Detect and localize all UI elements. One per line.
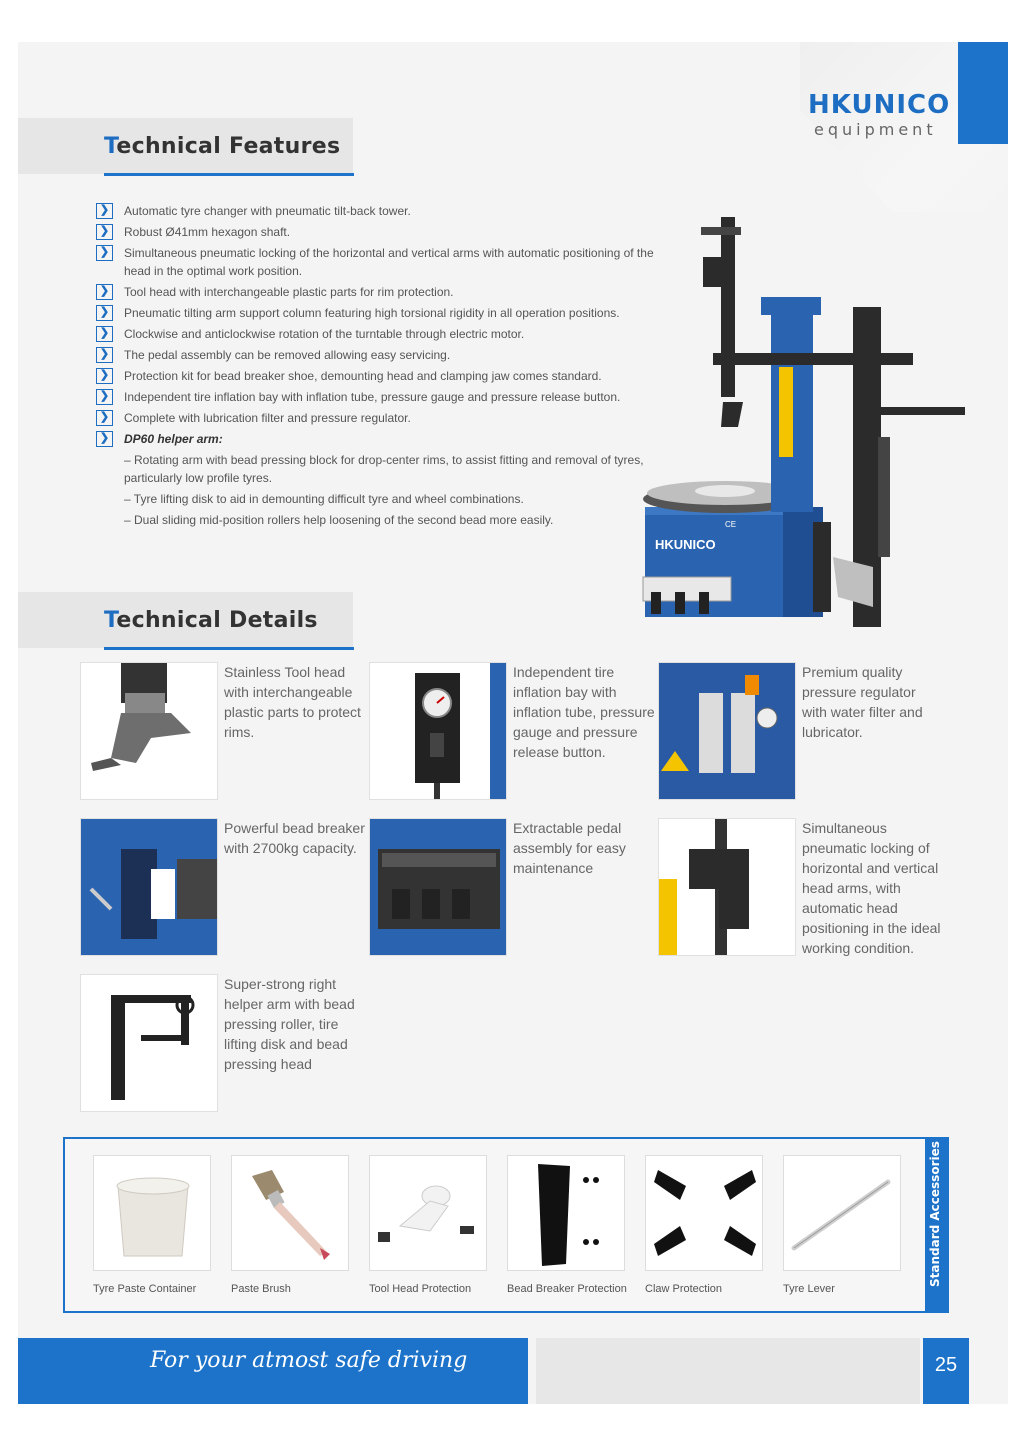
accessory-tyre-lever (783, 1155, 905, 1295)
accessory-label: Tyre Lever (783, 1283, 835, 1295)
accessory-label: Tyre Paste Container (93, 1283, 197, 1295)
feature-item: ❯ Simultaneous pneumatic locking of the horizontal and vertical arms with automatic positioning of the head in the optimal work position. (96, 244, 656, 280)
accessory-paste-brush (231, 1155, 353, 1295)
tool-head-protection-icon (369, 1155, 487, 1271)
accessory-paste-container (93, 1155, 215, 1295)
paste-brush-icon (231, 1155, 349, 1271)
detail-image (658, 662, 796, 800)
detail-card-pedals (369, 818, 659, 958)
ce-mark: CE (725, 520, 737, 529)
features-list (96, 202, 656, 532)
detail-card-locking (658, 818, 948, 958)
accessory-bead-breaker-protection (507, 1155, 629, 1295)
detail-card-bead-breaker (80, 818, 370, 958)
check-box-icon: ❯ (96, 431, 113, 447)
detail-text: Super-strong right helper arm with bead pressing roller, tire lifting disk and bead pressing head (224, 976, 355, 1072)
detail-text: Independent tire inflation bay with inflation tube, pressure gauge and pressure release button. (513, 664, 655, 760)
accessories-tab: Standard Accessories (925, 1137, 949, 1313)
detail-card-helper-arm (80, 974, 370, 1114)
accessory-label: Paste Brush (231, 1283, 291, 1295)
feature-item: ❯ The pedal assembly can be removed allowing easy servicing. (96, 346, 656, 364)
detail-image (80, 662, 218, 800)
check-box-icon: ❯ (96, 410, 113, 426)
tyre-changer-machine-image (633, 177, 973, 637)
accessory-label: Tool Head Protection (369, 1283, 472, 1295)
detail-image (80, 818, 218, 956)
feature-item: ❯ Clockwise and anticlockwise rotation of the turntable through electric motor. (96, 325, 656, 343)
feature-item: ❯ Protection kit for bead breaker shoe, demounting head and clamping jaw comes standard. (96, 367, 656, 385)
machine-brand-label: HKUNICO (655, 537, 716, 552)
detail-text: Extractable pedal assembly for easy maintenance (513, 820, 626, 876)
detail-card-tool-head (80, 662, 370, 802)
feature-item: ❯ Automatic tyre changer with pneumatic tilt-back tower. (96, 202, 656, 220)
check-box-icon: ❯ (96, 224, 113, 240)
standard-accessories-box (63, 1137, 949, 1313)
helper-arm-item: – Dual sliding mid-position rollers help loosening of the second bead more easily. (124, 513, 554, 527)
footer-grey-band (536, 1338, 920, 1404)
accessory-label: Bead Breaker Protection (507, 1283, 627, 1295)
features-underline (104, 173, 354, 176)
details-underline (104, 647, 354, 650)
feature-item: ❯ Complete with lubrication filter and pressure regulator. (96, 409, 656, 427)
tyre-lever-icon (783, 1155, 901, 1271)
accessory-claw-protection (645, 1155, 767, 1295)
feature-item: ❯ Tool head with interchangeable plastic parts for rim protection. (96, 283, 656, 301)
detail-text: Simultaneous pneumatic locking of horizontal and vertical head arms, with automatic head positioning in the ideal working condition. (802, 820, 941, 956)
detail-text: Premium quality pressure regulator with water filter and lubricator. (802, 664, 923, 740)
brand-logo: HKUNICO (808, 90, 951, 120)
detail-image (369, 818, 507, 956)
bead-breaker-protection-icon (507, 1155, 625, 1271)
features-title: Technical Features (104, 134, 341, 159)
detail-text: Powerful bead breaker with 2700kg capacity. (224, 820, 365, 856)
check-box-icon: ❯ (96, 245, 113, 261)
page-number: 25 (934, 1354, 958, 1376)
feature-item: ❯ Independent tire inflation bay with inflation tube, pressure gauge and pressure release button. (96, 388, 656, 406)
detail-card-inflation (369, 662, 659, 802)
feature-item: ❯ Robust Ø41mm hexagon shaft. (96, 223, 656, 241)
check-box-icon: ❯ (96, 326, 113, 342)
helper-arm-item: – Rotating arm with bead pressing block for drop-center rims, to assist fitting and removal of tyres, particularly low profile tyres. (124, 453, 644, 485)
detail-image (658, 818, 796, 956)
check-box-icon: ❯ (96, 305, 113, 321)
brochure-page (18, 42, 1008, 1404)
paste-container-icon (93, 1155, 211, 1271)
detail-image (80, 974, 218, 1112)
check-box-icon: ❯ (96, 284, 113, 300)
detail-text: Stainless Tool head with interchangeable plastic parts to protect rims. (224, 664, 361, 740)
feature-item: ❯ Pneumatic tilting arm support column featuring high torsional rigidity in all operation positions. (96, 304, 656, 322)
claw-protection-icon (645, 1155, 763, 1271)
footer-slogan: For your atmost safe driving (150, 1348, 468, 1373)
helper-arm-title: ❯ DP60 helper arm: (96, 430, 656, 448)
brand-tagline: equipment (814, 120, 937, 139)
check-box-icon: ❯ (96, 203, 113, 219)
check-box-icon: ❯ (96, 347, 113, 363)
details-title: Technical Details (104, 608, 318, 633)
check-box-icon: ❯ (96, 389, 113, 405)
details-header (18, 592, 353, 648)
helper-arm-item: – Tyre lifting disk to aid in demounting difficult tyre and wheel combinations. (124, 492, 524, 506)
detail-card-regulator (658, 662, 948, 802)
detail-image (369, 662, 507, 800)
features-header (18, 118, 353, 174)
logo-accent-bar (958, 42, 1008, 144)
check-box-icon: ❯ (96, 368, 113, 384)
accessory-tool-head-protection (369, 1155, 491, 1295)
accessory-label: Claw Protection (645, 1283, 723, 1295)
